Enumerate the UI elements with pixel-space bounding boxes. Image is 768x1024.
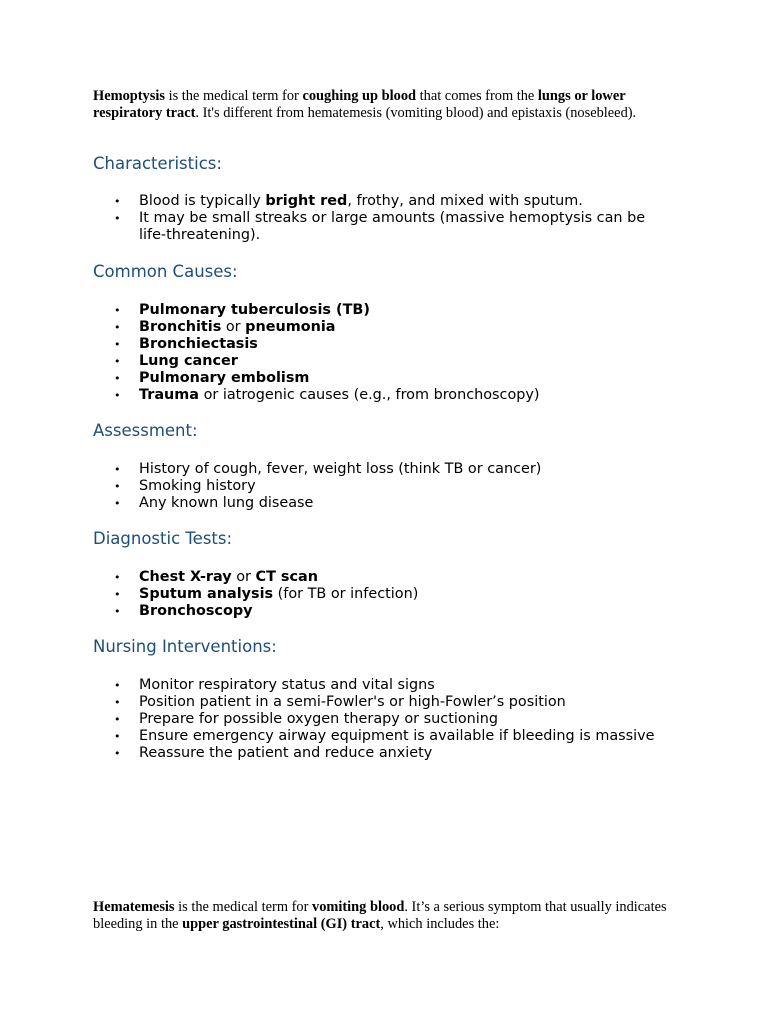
item-emphasis: Chest X-ray [139,569,232,585]
item-emphasis: Bronchitis [139,319,222,335]
intro-text: . It's different from hematemesis (vomiting blood) and epistaxis (nosebleed). [195,105,637,121]
diagnostic-tests-list [93,569,673,620]
bullet-icon: • [114,497,121,510]
intro-text: that comes from the [416,88,538,104]
hemoptysis-intro-paragraph [93,88,683,122]
bullet-icon: • [114,372,121,385]
list-item [93,319,673,336]
bullet-icon: • [114,389,121,402]
common-causes-list [93,302,673,404]
item-text: History of cough, fever, weight loss (think TB or cancer) [139,461,542,477]
item-text: Position patient in a semi-Fowler's or high-Fowler’s position [139,694,566,710]
item-emphasis: Bronchoscopy [139,603,253,619]
bullet-icon: • [114,195,121,208]
list-item [93,677,673,694]
item-text: Any known lung disease [139,495,314,511]
list-item [93,728,673,745]
item-text: Monitor respiratory status and vital signs [139,677,435,693]
term-hematemesis: Hematemesis [93,899,175,915]
list-item [93,478,673,495]
item-text: , frothy, and mixed with sputum. [347,193,583,209]
list-item [93,370,673,387]
list-item [93,353,673,370]
list-item [93,336,673,353]
bullet-icon: • [114,304,121,317]
bullet-icon: • [114,338,121,351]
hematemesis-intro-paragraph [93,899,683,933]
intro-text: is the medical term for [174,899,312,915]
list-item [93,193,673,210]
bullet-icon: • [114,679,121,692]
nursing-interventions-list [93,677,673,762]
bullet-icon: • [114,355,121,368]
item-text: Reassure the patient and reduce anxiety [139,745,433,761]
item-text: It may be small streaks or large amounts (massive hemoptysis can be life-threatening). [139,210,646,243]
bullet-icon: • [114,605,121,618]
item-emphasis: CT scan [255,569,318,585]
item-emphasis: Trauma [139,387,199,403]
item-emphasis: Pulmonary embolism [139,370,310,386]
item-emphasis: Pulmonary tuberculosis (TB) [139,302,370,318]
term-hemoptysis: Hemoptysis [93,88,165,104]
intro-text: , which includes the: [380,916,500,932]
bullet-icon: • [114,480,121,493]
bullet-icon: • [114,588,121,601]
emphasis-text: vomiting blood [312,899,405,915]
list-item [93,711,673,728]
bullet-icon: • [114,730,121,743]
item-emphasis: pneumonia [245,319,336,335]
item-text: or [231,569,256,585]
bullet-icon: • [114,321,121,334]
bullet-icon: • [114,696,121,709]
list-item [93,302,673,319]
item-text: Smoking history [139,478,256,494]
bullet-icon: • [114,713,121,726]
assessment-list [93,461,673,512]
heading-assessment: Assessment: [93,421,198,440]
list-item [93,745,673,762]
characteristics-list [93,193,673,244]
bullet-icon: • [114,463,121,476]
item-emphasis: bright red [265,193,348,209]
list-item [93,603,673,620]
item-text: or iatrogenic causes (e.g., from bronchoscopy) [199,387,540,403]
item-emphasis: Sputum analysis [139,586,274,602]
heading-common-causes: Common Causes: [93,262,238,281]
item-text: or [221,319,246,335]
list-item [93,495,673,512]
heading-characteristics: Characteristics: [93,154,222,173]
heading-nursing-interventions: Nursing Interventions: [93,637,277,656]
bullet-icon: • [114,571,121,584]
list-item [93,387,673,404]
item-emphasis: Lung cancer [139,353,238,369]
item-text: (for TB or infection) [273,586,419,602]
item-text: Blood is typically [139,193,266,209]
bullet-icon: • [114,747,121,760]
list-item [93,586,673,603]
item-emphasis: Bronchiectasis [139,336,258,352]
intro-text: . It’s a serious symptom that usually indicates bleeding in the [93,899,667,932]
emphasis-text: upper gastrointestinal (GI) tract [182,916,381,932]
item-text: Ensure emergency airway equipment is available if bleeding is massive [139,728,655,744]
emphasis-text: lungs or lower respiratory tract [93,88,626,121]
list-item [93,569,673,586]
heading-diagnostic-tests: Diagnostic Tests: [93,529,233,548]
list-item [93,694,673,711]
item-text: Prepare for possible oxygen therapy or suctioning [139,711,499,727]
intro-text: is the medical term for [164,88,303,104]
emphasis-text: coughing up blood [302,88,417,104]
bullet-icon: • [114,212,121,225]
list-item [93,461,673,478]
list-item [93,210,673,244]
